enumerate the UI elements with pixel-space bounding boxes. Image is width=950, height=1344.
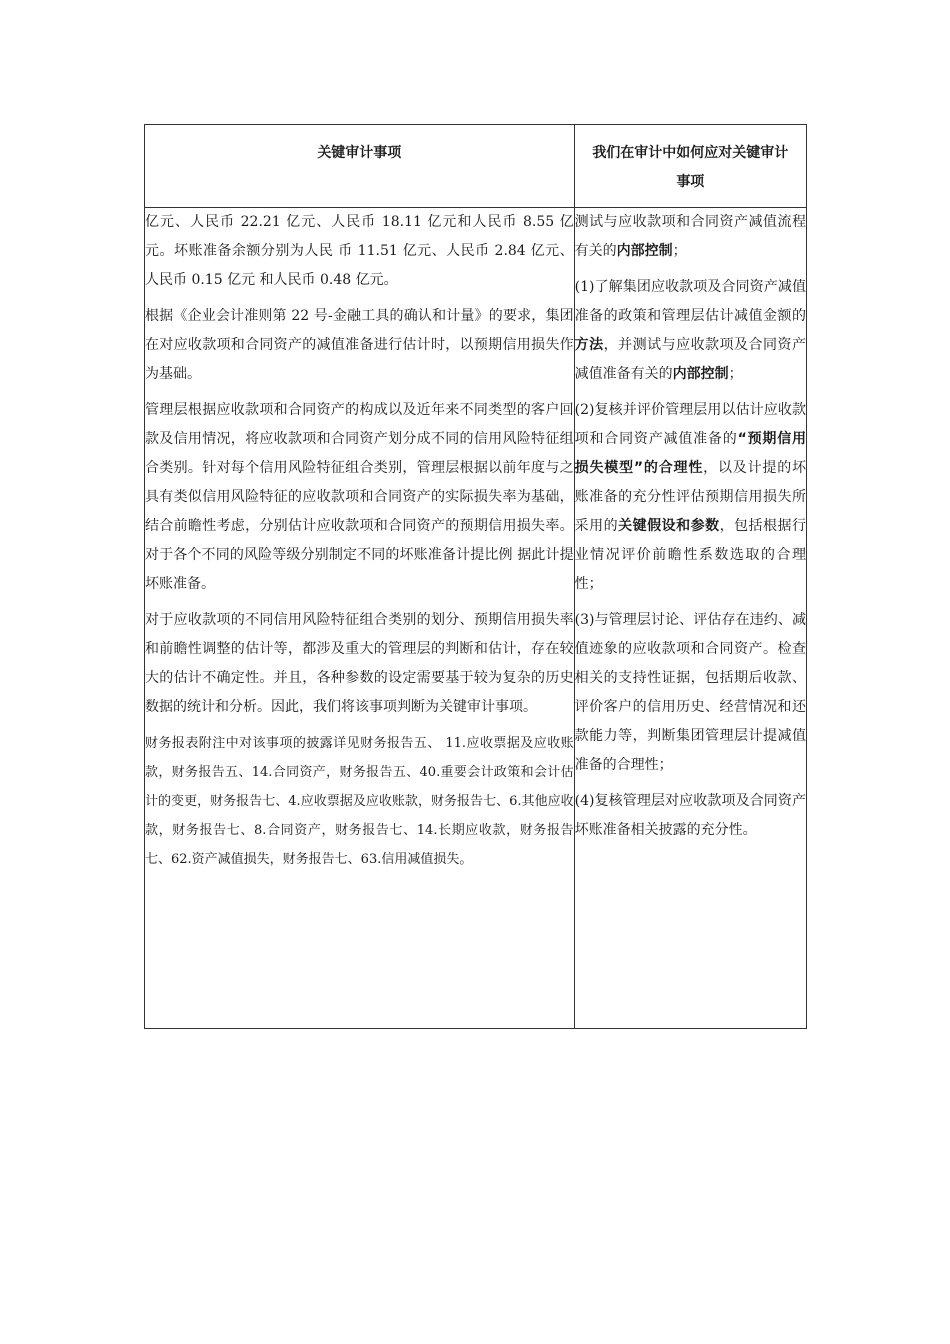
text-run: (2)复核并评价管理层用以估计应收款项和合同资产减值准备的 (574, 402, 806, 447)
right-paragraph: (4)复核管理层对应收款项及合同资产坏账准备相关披露的充分性。 (574, 793, 806, 838)
key-audit-matters-table (144, 124, 807, 1029)
header-left-text: 关键审计事项 (317, 145, 402, 161)
bold-run: 方法 (574, 337, 604, 353)
text-run: ，并测试与应收款项及合同资产减值准备有关的 (574, 337, 807, 382)
key-audit-matter-cell (145, 208, 575, 1029)
header-how-addressed (574, 125, 806, 208)
left-paragraph: 管理层根据应收款项和合同资产的构成以及近年来不同类型的客户回款及信用情况，将应收款项和合同资产划分成不同的信用风险特征组合类别。针对每个信用风险特征组合类别，管理层根据以前年度与之具有类似信用风险特征的应收款项和合同资产的实际损失率为基础，结合前瞻性考虑，分别估计应收款项和合同资产的预期信用损失率。对于各个不同的风险等级分别制定不同的坏账准备计提比例 据此计提坏账准备。 (145, 402, 574, 592)
text-run: ； (728, 366, 743, 382)
bold-run: 内部控制 (616, 243, 673, 259)
bold-run: “预期信用损失模型”的合理性 (574, 431, 807, 476)
right-paragraph (575, 396, 806, 599)
text-run: ，以及计提的坏账准备的充分性评估预期信用损失所采用的 (574, 460, 807, 534)
text-run: ，包括根据行业情况评价前瞻性系数选取的合理性； (574, 518, 807, 592)
header-right-text: 我们在审计中如何应对关键审计事项 (592, 145, 789, 190)
text-run: (1)了解集团应收款项及合同资产减值准备的政策和管理层估计减值金额的 (574, 279, 806, 324)
text-run: ； (672, 243, 687, 259)
right-paragraph (575, 208, 806, 266)
left-paragraph: 财务报表附注中对该事项的披露详见财务报告五、 11.应收票据及应收账款，财务报告五、14.合同资产，财务报告五、40.重要会计政策和会计估计的变更，财务报告七、4.应收票据及应收账款，财务报告七、6.其他应收款，财务报告七、8.合同资产，财务报告七、14.长期应收款，财务报告七、62.资产减值损失，财务报告七、63.信用减值损失。 (145, 736, 574, 867)
left-paragraph: 亿元、人民币 22.21 亿元、人民币 18.11 亿元和人民币 8.55 亿元。坏账准备余额分别为人民 币 11.51 亿元、人民币 2.84 亿元、人民币 0.15 亿元 和人民币 0.48 亿元。 (145, 214, 574, 288)
bold-run: 内部控制 (672, 366, 729, 382)
right-paragraph: (3)与管理层讨论、评估存在违约、减值迹象的应收款项和合同资产。检查相关的支持性证据，包括期后收款、评价客户的信用历史、经营情况和还款能力等，判断集团管理层计提减值准备的合理性； (574, 612, 806, 773)
text-run: 测试与应收款项和合同资产减值流程有关的 (574, 214, 806, 259)
bold-run: 关键假设和参数 (618, 518, 720, 534)
right-paragraph (575, 273, 806, 389)
table-body-row (145, 208, 807, 1029)
left-paragraph: 根据《企业会计准则第 22 号-金融工具的确认和计量》的要求，集团在对应收款项和合同资产的减值准备进行估计时，以预期信用损失作为基础。 (145, 308, 574, 382)
left-paragraph: 对于应收款项的不同信用风险特征组合类别的划分、预期信用损失率和前瞻性调整的估计等，都涉及重大的管理层的判断和估计，存在较大的估计不确定性。并且，各种参数的设定需要基于较为复杂的历史数据的统计和分析。因此，我们将该事项判断为关键审计事项。 (145, 612, 574, 715)
table-header-row (145, 125, 807, 208)
audit-response-cell (574, 208, 806, 1029)
header-key-audit-matter (145, 125, 575, 208)
